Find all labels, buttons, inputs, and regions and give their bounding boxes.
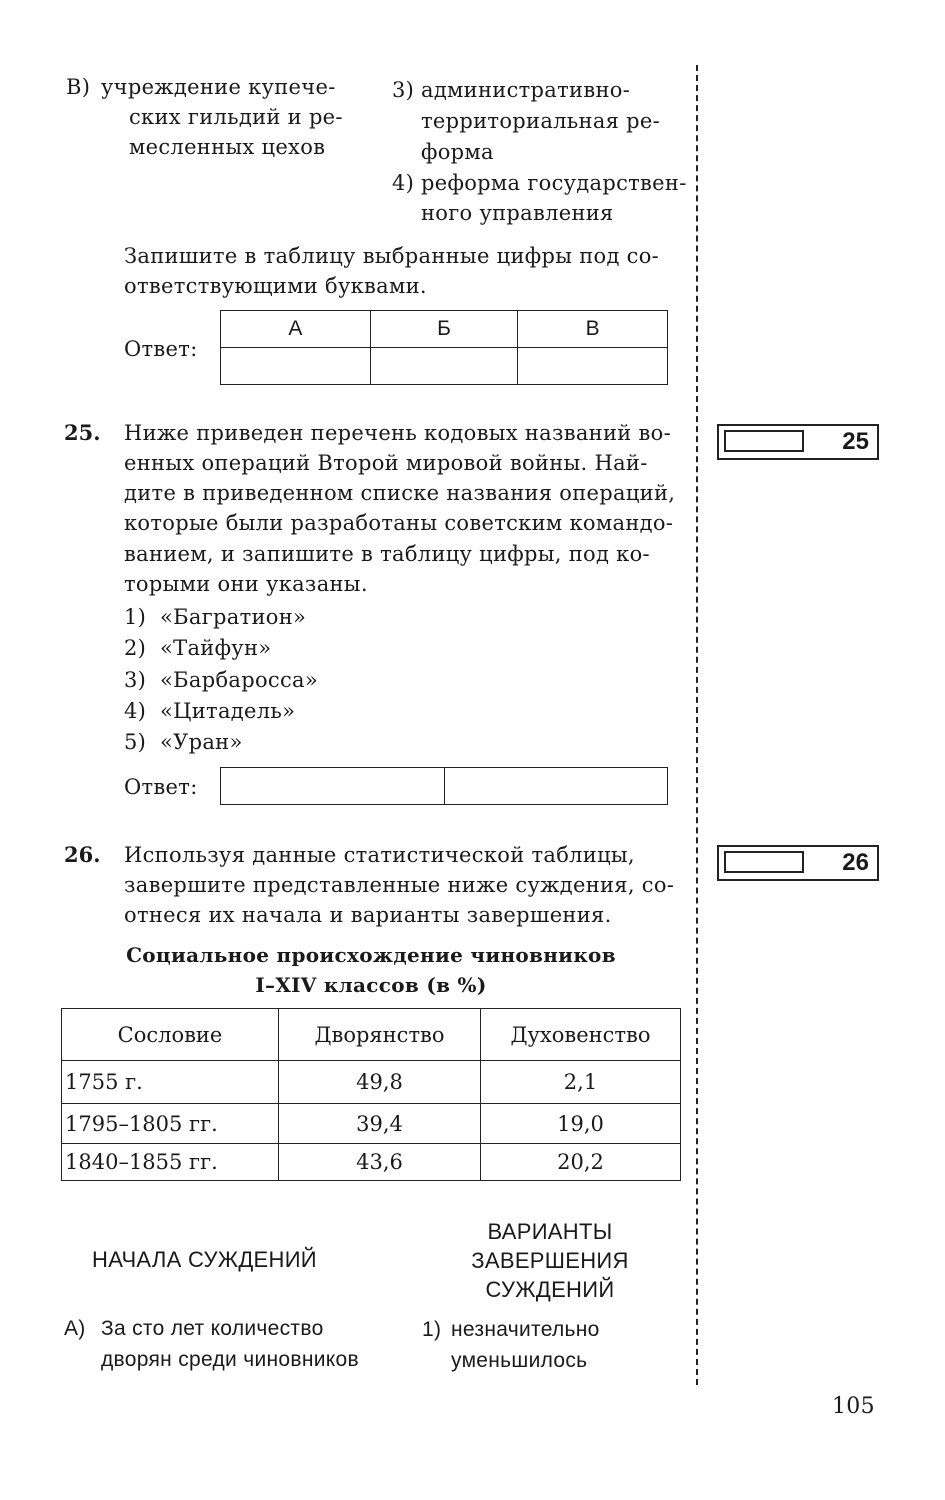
option-4-line-2: ного управления (421, 201, 614, 225)
answer-cell-a[interactable] (221, 348, 371, 385)
table-row-3-nobility: 43,6 (279, 1144, 481, 1181)
q25-line-4: которые были разработаны советским командо- (124, 511, 674, 535)
table-title-line-2: I–XIV классов (в %) (255, 973, 487, 997)
margin-line (696, 65, 698, 1385)
item-v-line-2: ских гильдий и ре- (129, 105, 343, 129)
table-row-3-period: 1840–1855 гг. (62, 1144, 279, 1181)
score-box-26-label: 26 (842, 849, 869, 876)
q25-line-2: енных операций Второй мировой войны. Най- (124, 451, 648, 475)
q26-line-2: завершите представленные ниже суждения, со- (124, 873, 675, 897)
option-3-line-3: форма (421, 140, 494, 164)
q25-option-4: «Цитадель» (160, 699, 296, 723)
statement-a-label: А) (64, 1317, 86, 1340)
score-box-25 (717, 424, 879, 460)
question-number-25: 25. (64, 420, 101, 445)
q25-option-3-num: 3) (124, 668, 147, 692)
column-header-endings-3: СУЖДЕНИЙ (485, 1277, 615, 1302)
instruction-line-1: Запишите в таблицу выбранные цифры под со- (124, 244, 660, 268)
answer-cell-b[interactable] (370, 348, 517, 385)
option-4-label: 4) (392, 171, 415, 195)
ending-1-line-2: уменьшилось (451, 1349, 588, 1372)
answer-label-24: Ответ: (124, 337, 198, 361)
table-row-1-clergy: 2,1 (481, 1061, 681, 1104)
table-header-clergy: Духовенство (481, 1009, 681, 1061)
answer-cell-v[interactable] (518, 348, 668, 385)
q26-line-1: Используя данные статистической таблицы, (124, 843, 635, 867)
q25-option-5: «Уран» (160, 730, 243, 754)
option-3-line-2: территориальная ре- (421, 109, 661, 133)
score-box-26 (717, 845, 879, 881)
table-row-2-period: 1795–1805 гг. (62, 1104, 279, 1144)
score-input-26[interactable] (724, 851, 804, 873)
answer-cell-25-2[interactable] (444, 768, 668, 805)
score-input-25[interactable] (724, 430, 804, 452)
q25-line-1: Ниже приведен перечень кодовых названий во- (124, 421, 671, 445)
answer-header-b: Б (370, 311, 517, 348)
answer-label-25: Ответ: (124, 775, 198, 799)
q25-option-3: «Барбаросса» (160, 668, 318, 692)
q25-line-3: дите в приведенном списке названия операций, (124, 481, 676, 505)
item-v-label: В) (66, 75, 91, 99)
item-v-line-3: месленных цехов (129, 135, 326, 159)
stats-table (61, 1008, 681, 1181)
table-header-estate: Сословие (62, 1009, 279, 1061)
q25-option-2: «Тайфун» (160, 636, 272, 660)
page-number: 105 (832, 1394, 875, 1419)
column-header-endings-2: ЗАВЕРШЕНИЯ (471, 1248, 629, 1273)
question-number-26: 26. (64, 842, 101, 867)
q25-line-5: ванием, и запишите в таблицу цифры, под ко- (124, 542, 650, 566)
q25-option-1: «Багратион» (160, 605, 307, 629)
option-3-label: 3) (392, 78, 415, 102)
answer-header-a: А (221, 311, 371, 348)
table-title-line-1: Социальное происхождение чиновников (126, 943, 616, 967)
statement-a-line-2: дворян среди чиновников (101, 1348, 359, 1371)
score-box-25-label: 25 (842, 428, 869, 455)
q25-option-1-num: 1) (124, 605, 147, 629)
ending-1-line-1: незначительно (451, 1318, 600, 1341)
table-row-2-clergy: 19,0 (481, 1104, 681, 1144)
instruction-line-2: ответствующими буквами. (124, 274, 427, 298)
q26-line-3: отнеся их начала и варианты завершения. (124, 903, 612, 927)
table-row-1-period: 1755 г. (62, 1061, 279, 1104)
answer-cell-25-1[interactable] (221, 768, 445, 805)
table-header-nobility: Дворянство (279, 1009, 481, 1061)
answer-table-25 (220, 767, 668, 805)
answer-table-24 (220, 310, 668, 385)
table-row-2-nobility: 39,4 (279, 1104, 481, 1144)
statement-a-line-1: За сто лет количество (101, 1317, 324, 1340)
q25-line-6: торыми они указаны. (124, 572, 368, 596)
q25-option-4-num: 4) (124, 699, 147, 723)
q25-option-5-num: 5) (124, 730, 147, 754)
table-row-3-clergy: 20,2 (481, 1144, 681, 1181)
answer-header-v: В (518, 311, 668, 348)
column-header-endings-1: ВАРИАНТЫ (487, 1219, 613, 1244)
option-3-line-1: административно- (421, 78, 631, 102)
item-v-line-1: учреждение купече- (101, 75, 336, 99)
q25-option-2-num: 2) (124, 636, 147, 660)
column-header-beginnings: НАЧАЛА СУЖДЕНИЙ (92, 1247, 317, 1272)
table-row-1-nobility: 49,8 (279, 1061, 481, 1104)
option-4-line-1: реформа государствен- (421, 171, 687, 195)
ending-1-label: 1) (422, 1318, 442, 1341)
